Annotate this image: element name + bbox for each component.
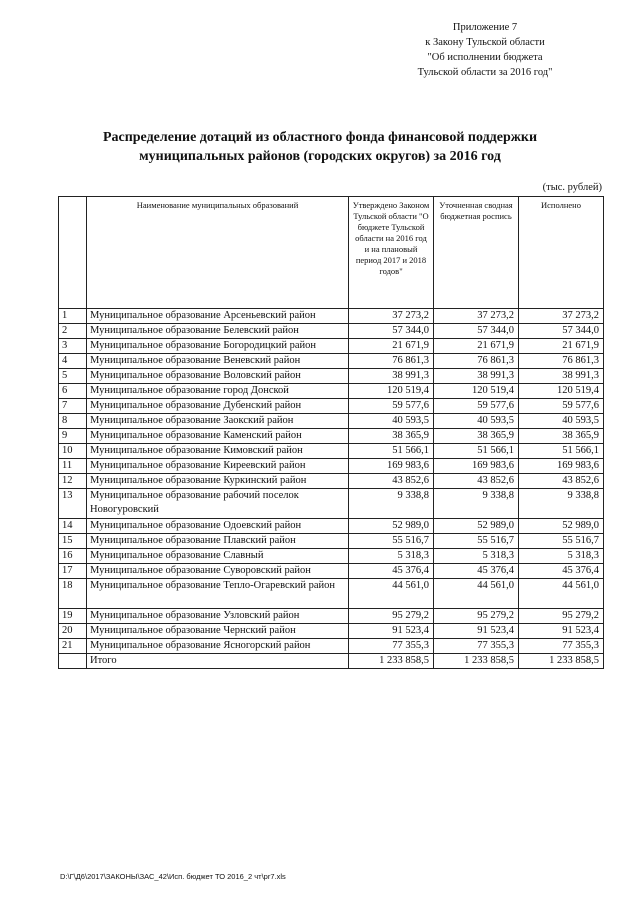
- cell-refined: 44 561,0: [434, 579, 519, 609]
- cell-executed: 1 233 858,5: [519, 654, 604, 669]
- cell-refined: 45 376,4: [434, 564, 519, 579]
- table-row: [59, 414, 604, 429]
- cell-approved: 21 671,9: [349, 339, 434, 354]
- cell-executed: 43 852,6: [519, 474, 604, 489]
- cell-refined: 9 338,8: [434, 489, 519, 519]
- appendix-header: [390, 20, 580, 80]
- cell-executed: 52 989,0: [519, 519, 604, 534]
- cell-approved: 43 852,6: [349, 474, 434, 489]
- cell-refined: 1 233 858,5: [434, 654, 519, 669]
- cell-num: 9: [59, 429, 87, 444]
- cell-name: Муниципальное образование рабочий поселок Новогуровский: [87, 489, 349, 519]
- cell-approved: 9 338,8: [349, 489, 434, 519]
- cell-num: 6: [59, 384, 87, 399]
- table-row: [59, 369, 604, 384]
- cell-name: Муниципальное образование Киреевский район: [87, 459, 349, 474]
- cell-refined: 95 279,2: [434, 609, 519, 624]
- table-row: [59, 639, 604, 654]
- file-path-footer: D:\Г\Д6\2017\ЗАКОНЫ\ЗАС_42\Исп. бюджет ТО 2016_2 чт\pr7.xls: [60, 872, 286, 881]
- cell-name: Муниципальное образование Воловский район: [87, 369, 349, 384]
- table-row: [59, 309, 604, 324]
- table-row: [59, 429, 604, 444]
- cell-num: 13: [59, 489, 87, 519]
- cell-refined: 91 523,4: [434, 624, 519, 639]
- table-row: [59, 459, 604, 474]
- cell-approved: 40 593,5: [349, 414, 434, 429]
- cell-approved: 44 561,0: [349, 579, 434, 609]
- appendix-line: Тульской области за 2016 год": [417, 67, 553, 78]
- table-row: [59, 339, 604, 354]
- cell-name: Муниципальное образование Одоевский район: [87, 519, 349, 534]
- cell-num: 11: [59, 459, 87, 474]
- cell-name: Муниципальное образование Ясногорский район: [87, 639, 349, 654]
- document-title: [60, 128, 580, 166]
- table-row: [59, 384, 604, 399]
- cell-approved: 120 519,4: [349, 384, 434, 399]
- cell-num: 8: [59, 414, 87, 429]
- cell-approved: 51 566,1: [349, 444, 434, 459]
- cell-approved: 59 577,6: [349, 399, 434, 414]
- cell-num: 10: [59, 444, 87, 459]
- cell-executed: 44 561,0: [519, 579, 604, 609]
- cell-num: 21: [59, 639, 87, 654]
- cell-executed: 38 991,3: [519, 369, 604, 384]
- cell-refined: 37 273,2: [434, 309, 519, 324]
- cell-approved: 169 983,6: [349, 459, 434, 474]
- cell-refined: 57 344,0: [434, 324, 519, 339]
- cell-refined: 59 577,6: [434, 399, 519, 414]
- cell-name: Муниципальное образование город Донской: [87, 384, 349, 399]
- cell-approved: 37 273,2: [349, 309, 434, 324]
- cell-executed: 77 355,3: [519, 639, 604, 654]
- cell-num: 4: [59, 354, 87, 369]
- table-row: [59, 399, 604, 414]
- cell-name: Муниципальное образование Куркинский район: [87, 474, 349, 489]
- cell-executed: 95 279,2: [519, 609, 604, 624]
- table-row: [59, 489, 604, 519]
- cell-num: 20: [59, 624, 87, 639]
- appendix-line: к Закону Тульской области: [425, 37, 545, 48]
- cell-approved: 1 233 858,5: [349, 654, 434, 669]
- cell-approved: 55 516,7: [349, 534, 434, 549]
- cell-num: 3: [59, 339, 87, 354]
- table-row: [59, 444, 604, 459]
- cell-refined: 52 989,0: [434, 519, 519, 534]
- cell-refined: 76 861,3: [434, 354, 519, 369]
- cell-name: Муниципальное образование Богородицкий район: [87, 339, 349, 354]
- cell-executed: 57 344,0: [519, 324, 604, 339]
- header-refined: Уточненная сводная бюджетная роспись: [434, 197, 519, 309]
- cell-executed: 38 365,9: [519, 429, 604, 444]
- cell-refined: 5 318,3: [434, 549, 519, 564]
- cell-num: [59, 654, 87, 669]
- cell-executed: 9 338,8: [519, 489, 604, 519]
- cell-num: 18: [59, 579, 87, 609]
- cell-refined: 43 852,6: [434, 474, 519, 489]
- units-label: (тыс. рублей): [542, 182, 602, 193]
- cell-name: Муниципальное образование Кимовский район: [87, 444, 349, 459]
- table-row: [59, 519, 604, 534]
- cell-executed: 91 523,4: [519, 624, 604, 639]
- table-row: [59, 354, 604, 369]
- cell-approved: 95 279,2: [349, 609, 434, 624]
- cell-refined: 55 516,7: [434, 534, 519, 549]
- cell-num: 16: [59, 549, 87, 564]
- cell-refined: 21 671,9: [434, 339, 519, 354]
- cell-refined: 169 983,6: [434, 459, 519, 474]
- cell-name: Муниципальное образование Арсеньевский район: [87, 309, 349, 324]
- cell-approved: 5 318,3: [349, 549, 434, 564]
- cell-executed: 40 593,5: [519, 414, 604, 429]
- cell-name: Муниципальное образование Дубенский район: [87, 399, 349, 414]
- appendix-line: "Об исполнении бюджета: [427, 52, 543, 63]
- table-row: [59, 474, 604, 489]
- header-num: [59, 197, 87, 309]
- table-total-row: [59, 654, 604, 669]
- cell-approved: 52 989,0: [349, 519, 434, 534]
- cell-num: 17: [59, 564, 87, 579]
- cell-approved: 38 991,3: [349, 369, 434, 384]
- cell-executed: 76 861,3: [519, 354, 604, 369]
- table-body: [59, 309, 604, 669]
- cell-num: 19: [59, 609, 87, 624]
- cell-name: Муниципальное образование Белевский район: [87, 324, 349, 339]
- cell-refined: 51 566,1: [434, 444, 519, 459]
- cell-refined: 38 365,9: [434, 429, 519, 444]
- header-executed: Исполнено: [519, 197, 604, 309]
- cell-num: 2: [59, 324, 87, 339]
- cell-name: Итого: [87, 654, 349, 669]
- cell-refined: 40 593,5: [434, 414, 519, 429]
- table-row: [59, 564, 604, 579]
- cell-approved: 45 376,4: [349, 564, 434, 579]
- cell-num: 12: [59, 474, 87, 489]
- table-row: [59, 534, 604, 549]
- cell-num: 1: [59, 309, 87, 324]
- cell-executed: 55 516,7: [519, 534, 604, 549]
- cell-name: Муниципальное образование Чернский район: [87, 624, 349, 639]
- cell-num: 15: [59, 534, 87, 549]
- cell-refined: 38 991,3: [434, 369, 519, 384]
- cell-name: Муниципальное образование Узловский район: [87, 609, 349, 624]
- cell-name: Муниципальное образование Веневский район: [87, 354, 349, 369]
- header-approved: Утверждено Законом Тульской области "О бюджете Тульской области на 2016 год и на плановый период 2017 и 2018 годов": [349, 197, 434, 309]
- cell-name: Муниципальное образование Славный: [87, 549, 349, 564]
- subsidies-table: [58, 196, 604, 669]
- title-line: Распределение дотаций из областного фонда финансовой поддержки: [102, 130, 538, 145]
- cell-approved: 38 365,9: [349, 429, 434, 444]
- table-row: [59, 624, 604, 639]
- appendix-line: Приложение 7: [452, 22, 518, 33]
- cell-refined: 77 355,3: [434, 639, 519, 654]
- table-row: [59, 549, 604, 564]
- cell-num: 14: [59, 519, 87, 534]
- cell-executed: 5 318,3: [519, 549, 604, 564]
- cell-approved: 76 861,3: [349, 354, 434, 369]
- cell-approved: 77 355,3: [349, 639, 434, 654]
- cell-executed: 37 273,2: [519, 309, 604, 324]
- cell-name: Муниципальное образование Тепло-Огаревский район: [87, 579, 349, 609]
- cell-refined: 120 519,4: [434, 384, 519, 399]
- table-header-row: [59, 197, 604, 309]
- cell-num: 5: [59, 369, 87, 384]
- cell-executed: 21 671,9: [519, 339, 604, 354]
- cell-executed: 169 983,6: [519, 459, 604, 474]
- cell-num: 7: [59, 399, 87, 414]
- cell-name: Муниципальное образование Каменский район: [87, 429, 349, 444]
- table-row: [59, 579, 604, 609]
- header-name: Наименование муниципальных образований: [87, 197, 349, 309]
- title-line: муниципальных районов (городских округов) за 2016 год: [139, 149, 501, 164]
- cell-name: Муниципальное образование Заокский район: [87, 414, 349, 429]
- table-row: [59, 324, 604, 339]
- cell-executed: 59 577,6: [519, 399, 604, 414]
- cell-approved: 91 523,4: [349, 624, 434, 639]
- cell-approved: 57 344,0: [349, 324, 434, 339]
- cell-name: Муниципальное образование Суворовский район: [87, 564, 349, 579]
- table-row: [59, 609, 604, 624]
- cell-executed: 51 566,1: [519, 444, 604, 459]
- cell-name: Муниципальное образование Плавский район: [87, 534, 349, 549]
- cell-executed: 120 519,4: [519, 384, 604, 399]
- cell-executed: 45 376,4: [519, 564, 604, 579]
